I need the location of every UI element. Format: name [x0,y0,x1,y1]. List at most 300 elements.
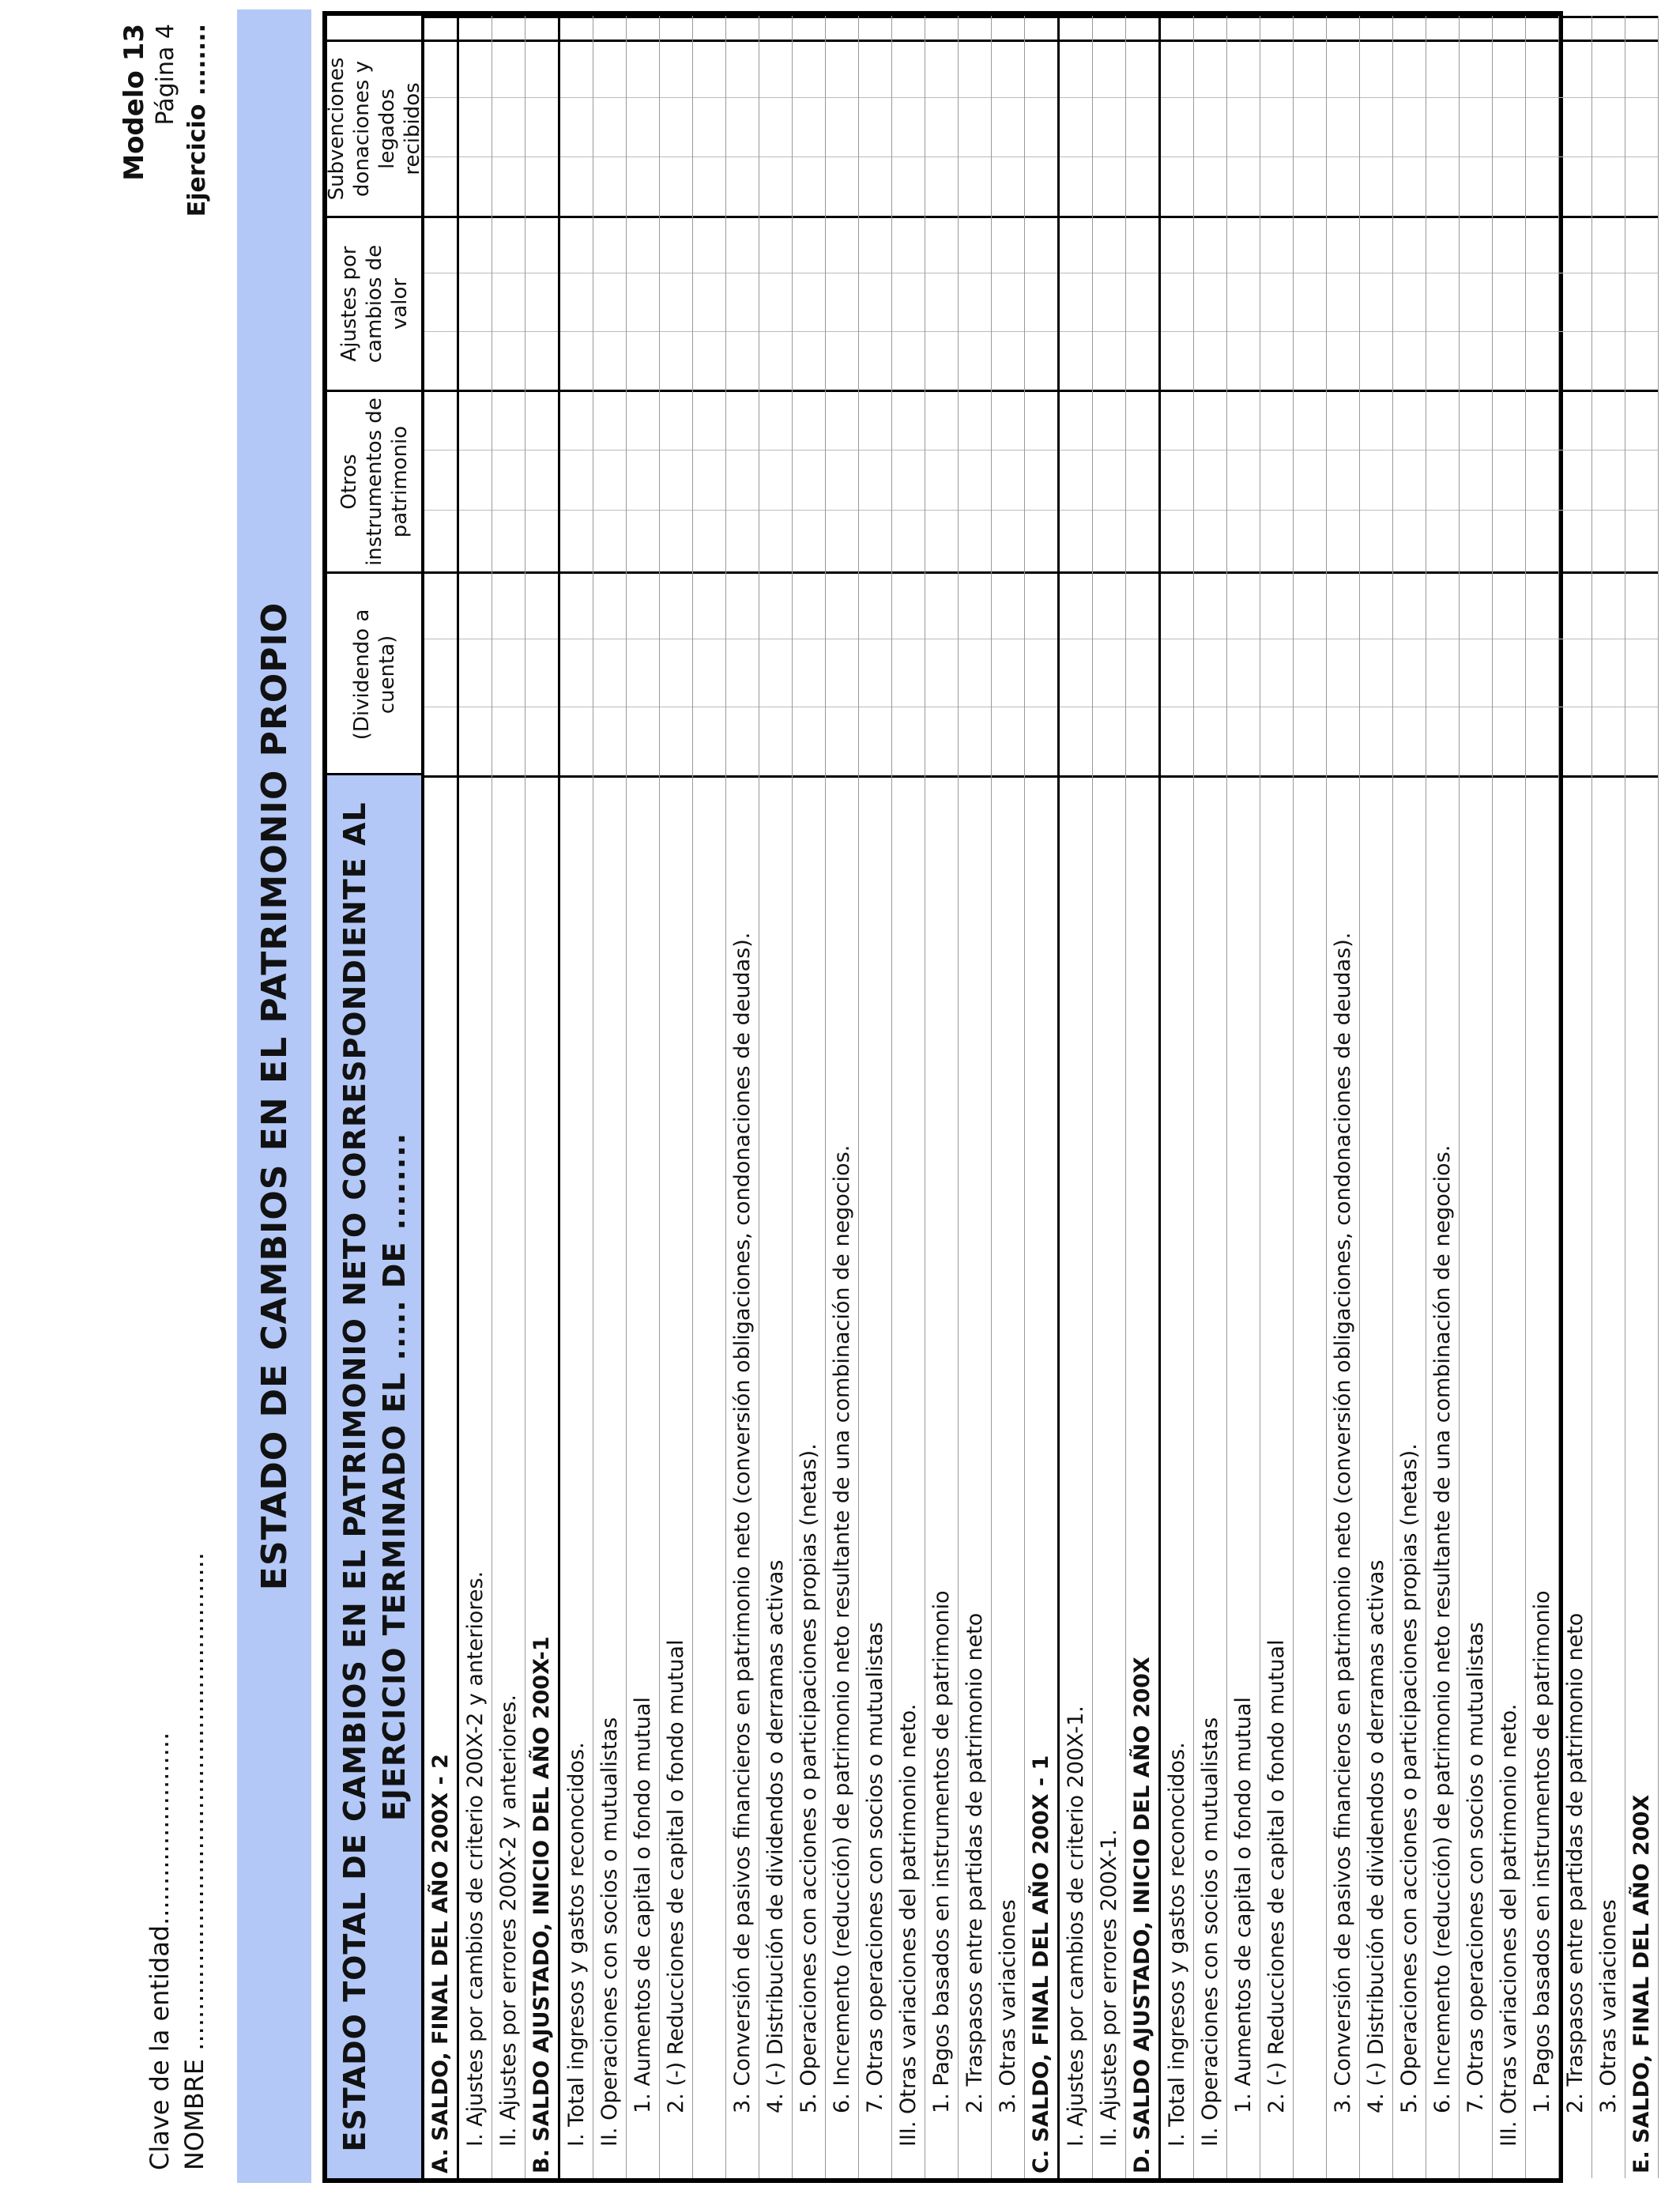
cell-divider [1194,97,1226,98]
amount-cell[interactable] [492,16,525,40]
cell-divider [593,331,626,332]
amount-cell[interactable] [959,216,991,390]
amount-cell[interactable] [1625,40,1658,216]
equity-changes-table [322,11,1654,2183]
amount-cell[interactable] [759,16,792,40]
amount-cell[interactable] [1426,390,1459,571]
cell-divider [1060,156,1092,157]
amount-cell[interactable] [1161,40,1193,216]
cell-divider [660,510,692,511]
amount-cell[interactable] [726,16,759,40]
amount-cell[interactable] [1360,216,1392,390]
amount-cell[interactable] [1194,390,1226,571]
cell-divider [726,156,759,157]
cell-divider [1060,97,1092,98]
cell-divider [1294,156,1326,157]
amount-cell[interactable] [892,16,925,40]
amount-cell[interactable] [1060,40,1092,216]
cell-divider [1227,97,1260,98]
cell-divider [1460,510,1492,511]
row-label: E. SALDO, FINAL DEL AÑO 200X [1625,775,1658,2178]
amount-cell[interactable] [1393,40,1426,216]
cell-divider [1161,97,1193,98]
amount-cell[interactable] [693,390,725,571]
row-label: 2. (-) Reducciones de capital o fondo mutual [1260,775,1293,2178]
cell-divider [959,510,991,511]
cell-divider [660,156,692,157]
row-label: 2. (-) Reducciones de capital o fondo mutual [660,775,692,2178]
table-row [459,16,492,2178]
amount-cell[interactable] [892,571,925,775]
cell-divider [1426,97,1459,98]
amount-cell[interactable] [1460,390,1492,571]
amount-cell[interactable] [759,40,792,216]
amount-cell[interactable] [826,40,858,216]
amount-cell[interactable] [627,16,659,40]
amount-cell[interactable] [759,216,792,390]
amount-cell[interactable] [726,571,759,775]
cell-divider [1559,510,1591,511]
amount-cell[interactable] [1625,390,1658,571]
amount-cell[interactable] [560,571,593,775]
cell-divider [1625,331,1658,332]
amount-cell[interactable] [1025,16,1057,40]
amount-cell[interactable] [627,390,659,571]
cell-divider [793,331,825,332]
amount-cell[interactable] [1393,216,1426,390]
amount-cell[interactable] [1194,16,1226,40]
amount-cell[interactable] [992,571,1024,775]
amount-cell[interactable] [1625,16,1658,40]
amount-cell[interactable] [1093,390,1125,571]
amount-cell[interactable] [859,216,891,390]
amount-cell[interactable] [1360,40,1392,216]
clave-field[interactable]: Clave de la entidad........................ [145,1732,175,2170]
amount-cell[interactable] [925,216,958,390]
amount-cell[interactable] [1559,216,1591,390]
amount-cell[interactable] [726,40,759,216]
cell-divider [1260,97,1293,98]
cell-divider [726,97,759,98]
nombre-field[interactable]: NOMBRE .............................................................. [179,1552,209,2170]
amount-cell[interactable] [693,216,725,390]
table-row [1161,16,1194,2178]
column-header-ajustes: Ajustes por cambios de valor [327,216,421,390]
amount-cell[interactable] [1327,40,1359,216]
amount-cell[interactable] [759,390,792,571]
amount-cell[interactable] [525,390,558,571]
amount-cell[interactable] [1025,216,1057,390]
amount-cell[interactable] [859,390,891,571]
cell-divider [1460,331,1492,332]
amount-cell[interactable] [1294,40,1326,216]
amount-cell[interactable] [859,571,891,775]
amount-cell[interactable] [1093,571,1125,775]
amount-cell[interactable] [1327,571,1359,775]
cell-divider [1625,156,1658,157]
amount-cell[interactable] [693,571,725,775]
row-label: 6. Incremento (reducción) de patrimonio neto resultante de una combinación de negocios. [826,775,858,2178]
cell-divider [1426,331,1459,332]
amount-cell[interactable] [1260,16,1293,40]
amount-cell[interactable] [660,571,692,775]
amount-cell[interactable] [1393,16,1426,40]
amount-cell[interactable] [459,571,492,775]
amount-cell[interactable] [1493,216,1525,390]
amount-cell[interactable] [1526,216,1558,390]
table-row [1126,16,1161,2178]
amount-cell[interactable] [1592,571,1625,775]
amount-cell[interactable] [925,40,958,216]
amount-cell[interactable] [693,16,725,40]
amount-cell[interactable] [1194,571,1226,775]
amount-cell[interactable] [1260,216,1293,390]
table-main-header [327,773,421,2178]
amount-cell[interactable] [424,390,457,571]
cell-divider [492,156,525,157]
amount-cell[interactable] [793,216,825,390]
ejercicio-field[interactable]: Ejercicio ........ [183,24,211,217]
amount-cell[interactable] [1227,40,1260,216]
amount-cell[interactable] [1526,571,1558,775]
amount-cell[interactable] [660,216,692,390]
amount-cell[interactable] [793,40,825,216]
amount-cell[interactable] [525,16,558,40]
amount-cell[interactable] [1460,16,1492,40]
cell-divider [1393,510,1426,511]
row-label: 1. Aumentos de capital o fondo mutual [627,775,659,2178]
cell-divider [826,156,858,157]
amount-cell[interactable] [1592,16,1625,40]
row-label: B. SALDO AJUSTADO, INICIO DEL AÑO 200X-1 [525,775,558,2178]
amount-cell[interactable] [992,16,1024,40]
amount-cell[interactable] [1060,571,1092,775]
amount-cell[interactable] [1625,571,1658,775]
cell-divider [925,97,958,98]
cell-divider [1559,156,1591,157]
amount-cell[interactable] [1025,390,1057,571]
amount-cell[interactable] [1060,390,1092,571]
amount-cell[interactable] [1161,16,1193,40]
row-label [1294,775,1326,2178]
cell-divider [1460,156,1492,157]
cell-divider [1126,331,1158,332]
amount-cell[interactable] [459,390,492,571]
amount-cell[interactable] [793,571,825,775]
row-label: I. Ajustes por cambios de criterio 200X-1. [1060,775,1092,2178]
cell-divider [959,97,991,98]
amount-cell[interactable] [1493,16,1525,40]
amount-cell[interactable] [593,390,626,571]
amount-cell[interactable] [424,40,457,216]
amount-cell[interactable] [1625,216,1658,390]
amount-cell[interactable] [726,216,759,390]
amount-cell[interactable] [424,216,457,390]
amount-cell[interactable] [593,571,626,775]
amount-cell[interactable] [593,16,626,40]
cell-divider [1559,97,1591,98]
cell-divider [1526,510,1558,511]
amount-cell[interactable] [1025,571,1057,775]
amount-cell[interactable] [1460,571,1492,775]
cell-divider [1559,331,1591,332]
row-label: 1. Pagos basados en instrumentos de patrimonio [925,775,958,2178]
cell-divider [892,510,925,511]
cell-divider [793,97,825,98]
amount-cell[interactable] [525,216,558,390]
amount-cell[interactable] [1060,216,1092,390]
cell-divider [1360,97,1392,98]
amount-cell[interactable] [1227,216,1260,390]
row-label: C. SALDO, FINAL DEL AÑO 200X - 1 [1025,775,1057,2178]
cell-divider [424,156,457,157]
amount-cell[interactable] [1294,390,1326,571]
amount-cell[interactable] [1093,16,1125,40]
cell-divider [1592,331,1625,332]
amount-cell[interactable] [859,16,891,40]
cell-divider [1093,331,1125,332]
amount-cell[interactable] [1559,571,1591,775]
amount-cell[interactable] [693,40,725,216]
amount-cell[interactable] [492,216,525,390]
cell-divider [492,97,525,98]
amount-cell[interactable] [492,571,525,775]
amount-cell[interactable] [1460,40,1492,216]
cell-divider [1360,156,1392,157]
cell-divider [1360,510,1392,511]
table-row [1460,16,1493,2178]
amount-cell[interactable] [459,216,492,390]
cell-divider [892,97,925,98]
table-body [424,16,1659,2178]
amount-cell[interactable] [1493,390,1525,571]
amount-cell[interactable] [826,390,858,571]
amount-cell[interactable] [1393,571,1426,775]
cell-divider [859,156,891,157]
amount-cell[interactable] [1592,216,1625,390]
amount-cell[interactable] [1426,571,1459,775]
cell-divider [492,331,525,332]
amount-cell[interactable] [1393,390,1426,571]
amount-cell[interactable] [1327,16,1359,40]
amount-cell[interactable] [492,40,525,216]
amount-cell[interactable] [992,216,1024,390]
cell-divider [1227,510,1260,511]
amount-cell[interactable] [1126,390,1158,571]
row-label: II. Operaciones con socios o mutualistas [1194,775,1226,2178]
amount-cell[interactable] [1327,216,1359,390]
cell-divider [859,510,891,511]
amount-cell[interactable] [1126,16,1158,40]
amount-cell[interactable] [826,571,858,775]
amount-cell[interactable] [1227,16,1260,40]
amount-cell[interactable] [892,40,925,216]
amount-cell[interactable] [726,390,759,571]
table-row [925,16,959,2178]
row-label: 3. Conversión de pasivos financieros en patrimonio neto (conversión obligaciones, condonaciones de deudas). [1327,775,1359,2178]
amount-cell[interactable] [1460,216,1492,390]
amount-cell[interactable] [1025,40,1057,216]
amount-cell[interactable] [525,40,558,216]
amount-cell[interactable] [959,571,991,775]
amount-cell[interactable] [459,40,492,216]
amount-cell[interactable] [925,571,958,775]
amount-cell[interactable] [959,390,991,571]
amount-cell[interactable] [1126,40,1158,216]
cell-divider [1393,331,1426,332]
amount-cell[interactable] [1526,16,1558,40]
amount-cell[interactable] [1493,40,1525,216]
amount-cell[interactable] [1161,390,1193,571]
cell-divider [660,97,692,98]
cell-divider [1260,156,1293,157]
table-row [693,16,726,2178]
cell-divider [726,510,759,511]
amount-cell[interactable] [892,216,925,390]
amount-cell[interactable] [660,40,692,216]
table-row [1493,16,1526,2178]
cell-divider [660,331,692,332]
cell-divider [424,510,457,511]
amount-cell[interactable] [1194,216,1226,390]
amount-cell[interactable] [1493,571,1525,775]
amount-cell[interactable] [593,216,626,390]
amount-cell[interactable] [1360,16,1392,40]
cell-divider [859,331,891,332]
amount-cell[interactable] [826,16,858,40]
row-label: III. Otras variaciones del patrimonio neto. [892,775,925,2178]
column-header-otros-instrumentos: Otros instrumentos de patrimonio [327,390,421,571]
cell-divider [726,331,759,332]
amount-cell[interactable] [627,40,659,216]
amount-cell[interactable] [892,390,925,571]
amount-cell[interactable] [793,390,825,571]
amount-cell[interactable] [1294,571,1326,775]
amount-cell[interactable] [525,571,558,775]
table-row [959,16,992,2178]
amount-cell[interactable] [1294,16,1326,40]
cell-divider [1393,97,1426,98]
amount-cell[interactable] [1294,216,1326,390]
cell-divider [1592,510,1625,511]
amount-cell[interactable] [560,40,593,216]
amount-cell[interactable] [1526,390,1558,571]
cell-divider [826,97,858,98]
amount-cell[interactable] [424,571,457,775]
amount-cell[interactable] [1526,40,1558,216]
amount-cell[interactable] [627,571,659,775]
amount-cell[interactable] [1227,390,1260,571]
cell-divider [892,331,925,332]
amount-cell[interactable] [959,16,991,40]
amount-cell[interactable] [925,390,958,571]
amount-cell[interactable] [992,390,1024,571]
cell-divider [1227,156,1260,157]
cell-divider [759,97,792,98]
amount-cell[interactable] [1126,216,1158,390]
cell-divider [560,156,593,157]
amount-cell[interactable] [1426,40,1459,216]
cell-divider [627,156,659,157]
amount-cell[interactable] [1093,216,1125,390]
amount-cell[interactable] [1426,16,1459,40]
amount-cell[interactable] [1260,40,1293,216]
cell-divider [959,156,991,157]
amount-cell[interactable] [660,16,692,40]
row-label: 2. Traspasos entre partidas de patrimonio neto [1559,775,1591,2178]
cell-divider [1260,510,1293,511]
amount-cell[interactable] [1559,390,1591,571]
table-row [593,16,627,2178]
amount-cell[interactable] [992,40,1024,216]
cell-divider [1360,331,1392,332]
cell-divider [560,510,593,511]
amount-cell[interactable] [1592,40,1625,216]
table-row [1592,16,1625,2178]
cell-divider [1025,156,1057,157]
amount-cell[interactable] [1559,16,1591,40]
cell-divider [1426,156,1459,157]
amount-cell[interactable] [759,571,792,775]
amount-cell[interactable] [1161,571,1193,775]
amount-cell[interactable] [1060,16,1092,40]
amount-cell[interactable] [560,16,593,40]
amount-cell[interactable] [459,16,492,40]
amount-cell[interactable] [1260,390,1293,571]
amount-cell[interactable] [492,390,525,571]
cell-divider [1426,510,1459,511]
column-header-dividendo: (Dividendo a cuenta) [327,571,421,775]
amount-cell[interactable] [859,40,891,216]
amount-cell[interactable] [560,216,593,390]
amount-cell[interactable] [925,16,958,40]
amount-cell[interactable] [560,390,593,571]
table-row [1327,16,1360,2178]
amount-cell[interactable] [1592,390,1625,571]
cell-divider [925,331,958,332]
amount-cell[interactable] [1093,40,1125,216]
amount-cell[interactable] [1126,571,1158,775]
amount-cell[interactable] [793,16,825,40]
amount-cell[interactable] [959,40,991,216]
cell-divider [826,331,858,332]
table-row [560,16,593,2178]
amount-cell[interactable] [1360,390,1392,571]
amount-cell[interactable] [1227,571,1260,775]
amount-cell[interactable] [660,390,692,571]
amount-cell[interactable] [627,216,659,390]
amount-cell[interactable] [826,216,858,390]
table-row [1625,16,1659,2178]
cell-divider [1493,156,1525,157]
amount-cell[interactable] [1327,390,1359,571]
amount-cell[interactable] [1161,216,1193,390]
table-row [1060,16,1093,2178]
cell-divider [793,510,825,511]
amount-cell[interactable] [424,16,457,40]
cell-divider [1294,97,1326,98]
amount-cell[interactable] [1559,40,1591,216]
amount-cell[interactable] [1426,216,1459,390]
amount-cell[interactable] [1260,571,1293,775]
amount-cell[interactable] [1194,40,1226,216]
cell-divider [693,331,725,332]
table-row [1227,16,1260,2178]
cell-divider [959,331,991,332]
amount-cell[interactable] [593,40,626,216]
amount-cell[interactable] [1360,571,1392,775]
cell-divider [1625,510,1658,511]
